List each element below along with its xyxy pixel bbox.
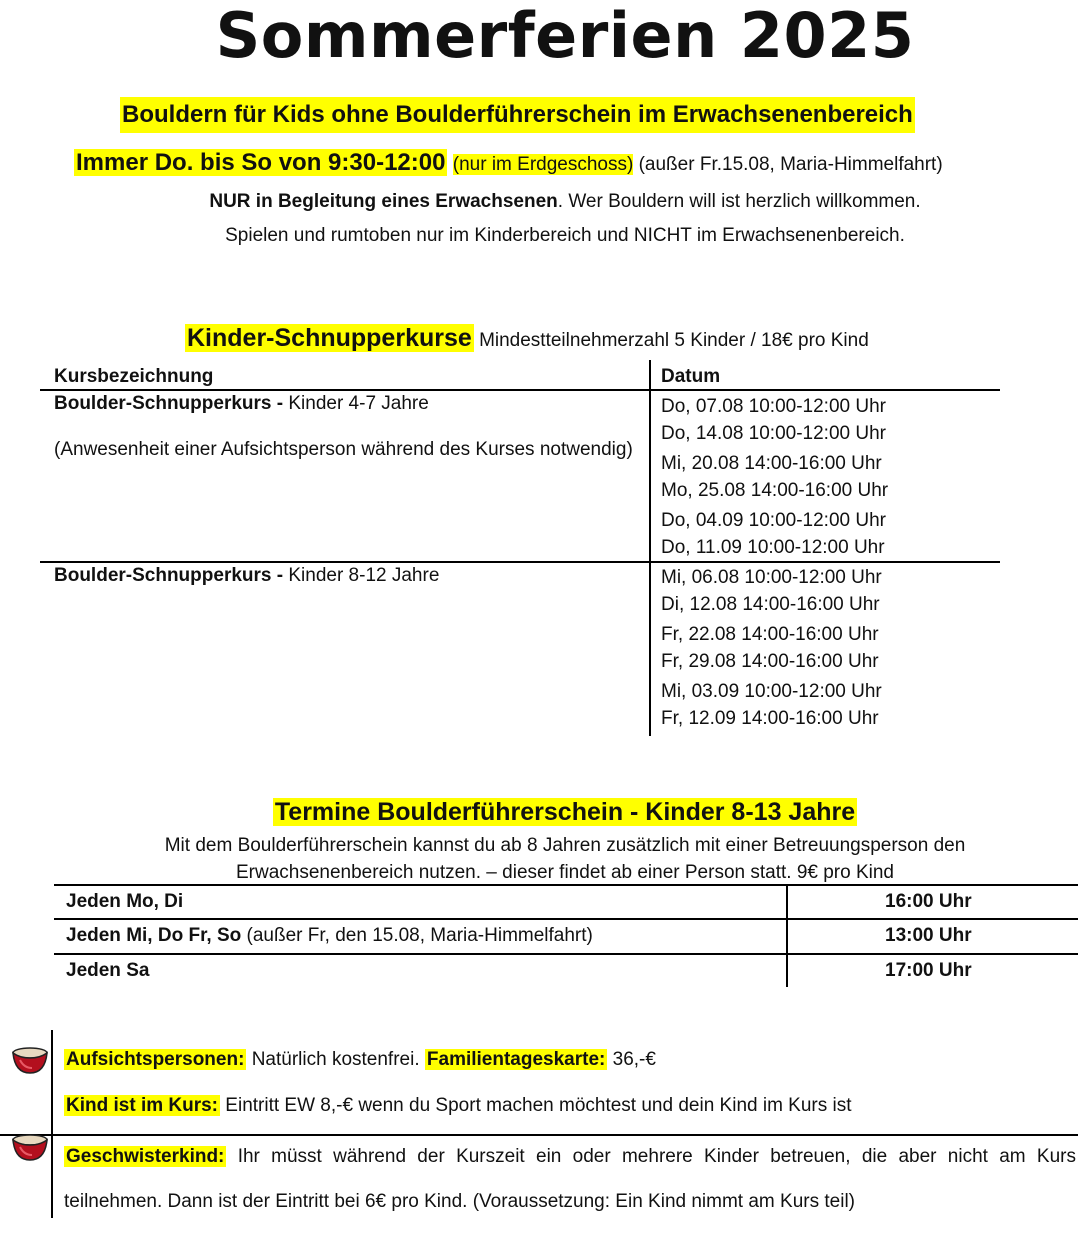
aufsicht-label: Aufsichtspersonen: — [66, 1049, 245, 1070]
fuehrerschein-section-title — [0, 794, 1078, 830]
schedule-row-3-time: 17:00 Uhr — [885, 960, 972, 981]
course-1-note: (Anwesenheit einer Aufsichtsperson während des Kurses notwendig) — [54, 439, 633, 460]
kinder-subtitle: Mindestteilnehmerzahl 5 Kinder / 18€ pro Kind — [479, 330, 869, 351]
course-date: Fr, 22.08 14:00-16:00 Uhr — [661, 624, 879, 645]
fuehrerschein-title: Termine Boulderführerschein - Kinder 8-13 Jahre — [274, 798, 856, 826]
familie-label: Familientageskarte: — [426, 1049, 606, 1070]
fuehrerschein-desc-line-1: Mit dem Boulderführerschein kannst du ab 8 Jahren zusätzlich mit einer Betreuungsperson den — [164, 835, 966, 856]
familie-text: 36,-€ — [607, 1049, 656, 1070]
course-1-age: Kinder 4-7 Jahre — [283, 393, 429, 414]
schedule-exception: (außer Fr, den 15.08, Maria-Himmelfahrt) — [241, 925, 593, 946]
schedule-day: Jeden Mi, Do Fr, So — [66, 925, 242, 946]
course-date: Do, 11.09 10:00-12:00 Uhr — [661, 537, 885, 558]
schedule-row-1-time: 16:00 Uhr — [885, 891, 972, 912]
header-line-4: Spielen und rumtoben nur im Kinderbereich und NICHT im Erwachsenenbereich. — [225, 225, 905, 246]
opening-hours: Immer Do. bis So von 9:30-12:00 — [76, 149, 446, 176]
schedule-row-2-time: 13:00 Uhr — [885, 925, 972, 946]
course-2-age: Kinder 8-12 Jahre — [283, 565, 440, 586]
schedule-day: Jeden Sa — [66, 960, 150, 981]
bowl-icon — [10, 1133, 50, 1163]
course-date: Mo, 25.08 14:00-16:00 Uhr — [661, 480, 889, 501]
table-divider-row — [54, 918, 1078, 920]
aufsicht-text: Natürlich kostenfrei. — [246, 1049, 425, 1070]
header-line-2 — [74, 147, 943, 181]
opening-hours-note: (nur im Erdgeschoss) — [452, 154, 634, 175]
course-date: Do, 07.08 10:00-12:00 Uhr — [661, 396, 886, 417]
note-geschwister — [64, 1134, 1076, 1224]
course-date: Mi, 20.08 14:00-16:00 Uhr — [661, 453, 882, 474]
course-1-description — [54, 390, 640, 471]
header-line-1: Bouldern für Kids ohne Boulderführerschein im Erwachsenenbereich — [120, 97, 915, 133]
schedule-day: Jeden Mo, Di — [66, 891, 184, 912]
fuehrerschein-description — [0, 832, 1078, 886]
course-2-description — [54, 562, 439, 589]
course-date: Mi, 06.08 10:00-12:00 Uhr — [661, 567, 882, 588]
kurs-label: Kind ist im Kurs: — [66, 1095, 219, 1116]
note-aufsicht — [64, 1046, 656, 1074]
course-2-name: Boulder-Schnupperkurs - — [54, 565, 284, 586]
course-date: Di, 12.08 14:00-16:00 Uhr — [661, 594, 880, 615]
course-date: Do, 04.09 10:00-12:00 Uhr — [661, 510, 886, 531]
notes-left-border — [51, 1030, 53, 1218]
col-header-date: Datum — [661, 366, 721, 387]
schedule-row-1-day — [66, 888, 183, 915]
course-date: Do, 14.08 10:00-12:00 Uhr — [661, 423, 886, 444]
geschwister-text: Ihr müsst während der Kurszeit ein oder mehrere Kinder betreuen, die aber nicht am Kurs teilnehmen. Dann ist der Eintritt bei 6€ pro Kind. (Voraussetzung: Ein Kind nimmt am Kurs teil) — [64, 1146, 1076, 1212]
table-divider-row — [54, 953, 1078, 955]
adult-required-text: NUR in Begleitung eines Erwachsenen — [209, 191, 558, 212]
course-date: Fr, 29.08 14:00-16:00 Uhr — [661, 651, 879, 672]
course-date: Fr, 12.09 14:00-16:00 Uhr — [661, 708, 879, 729]
kinder-title: Kinder-Schnupperkurse — [187, 324, 472, 352]
table-divider-vertical — [649, 360, 651, 736]
page-title: Sommerferien 2025 — [215, 0, 915, 72]
table-divider-vertical — [786, 884, 788, 987]
bowl-icon — [10, 1046, 50, 1076]
col-header-course: Kursbezeichnung — [54, 366, 214, 387]
geschwister-label: Geschwisterkind: — [66, 1146, 225, 1167]
table-divider-top — [54, 884, 1078, 886]
fuehrerschein-desc-line-2: Erwachsenenbereich nutzen. – dieser findet ab einer Person statt. 9€ pro Kind — [235, 862, 894, 883]
header-line-3 — [0, 188, 1078, 216]
welcome-text: . Wer Bouldern will ist herzlich willkommen. — [557, 191, 921, 212]
schedule-row-3-day — [66, 957, 149, 984]
course-1-name: Boulder-Schnupperkurs - — [54, 393, 284, 414]
note-kurs — [64, 1092, 852, 1120]
kinder-section-title — [185, 319, 869, 360]
schedule-row-2-day — [66, 922, 593, 949]
kurs-text: Eintritt EW 8,-€ wenn du Sport machen möchtest und dein Kind im Kurs ist — [220, 1095, 852, 1116]
course-date: Mi, 03.09 10:00-12:00 Uhr — [661, 681, 882, 702]
opening-hours-exception: (außer Fr.15.08, Maria-Himmelfahrt) — [638, 154, 943, 175]
